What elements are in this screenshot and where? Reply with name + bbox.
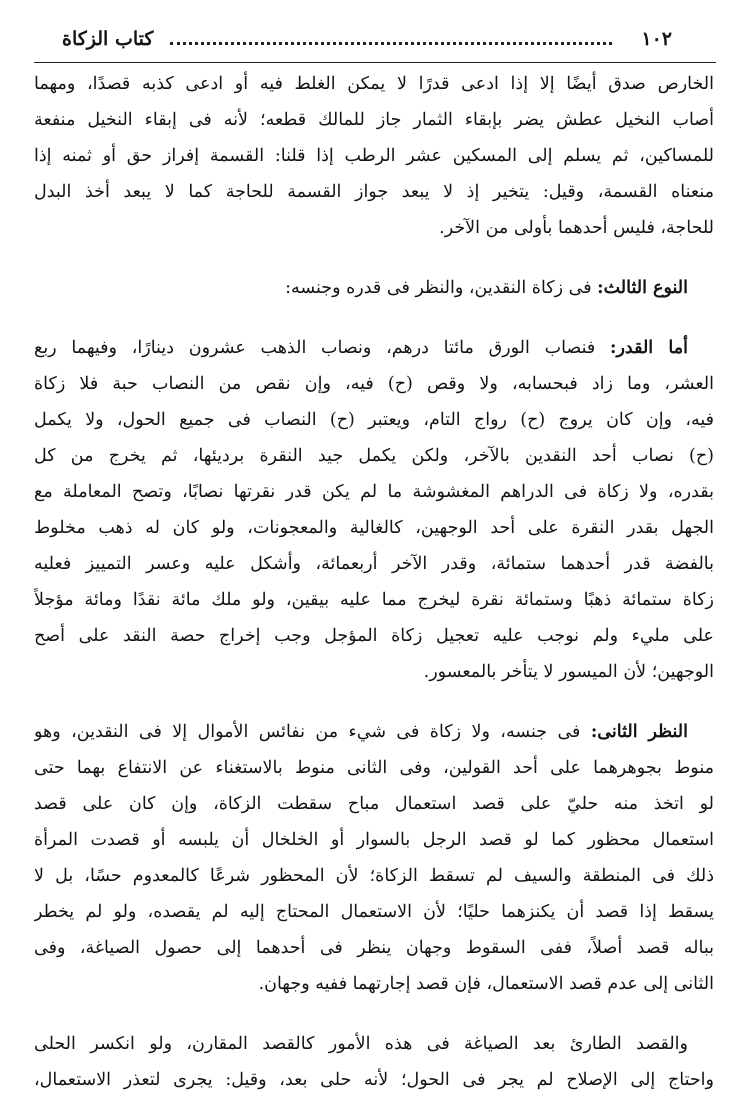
paragraph-gap	[34, 690, 714, 714]
paragraph-gap	[34, 246, 714, 270]
body-text	[34, 66, 714, 1098]
text-line: الثانى إلى عدم قصد الاستعمال، فإن قصد إجارتهما ففيه وجهان.	[258, 974, 714, 994]
page-header	[62, 22, 672, 56]
text-line: بالفضة قدر أحدهما ستمائة، وقدر الآخر أربعمائة، وأشكل عليه وعسر التمييز فعليه	[34, 554, 714, 574]
text-line	[34, 714, 714, 750]
text-line: واحتاج إلى الإصلاح لم يجر فى الحول؛ لأنه حلى بعد، وقيل: يجرى لتعذر الاستعمال،	[34, 1070, 714, 1090]
text-line: الجهل بقدر النقرة على أحد الوجهين، كالغالية والمعجونات، ولو كان له ذهب مخلوط	[34, 518, 714, 538]
text-line: لو اتخذ منه حليّ على قصد استعمال مباح سقطت الزكاة، وإن كان على قصد	[34, 794, 714, 814]
header-rule	[34, 62, 716, 63]
text-line: والقصد الطارئ بعد الصياغة فى هذه الأمور كالقصد المقارن، ولو انكسر الحلى	[34, 1034, 688, 1054]
text-line: منعناه القسمة، وقيل: يتخير إذ لا يبعد جواز القسمة للحاجة كما لا يبعد أخذ البدل	[34, 182, 714, 202]
running-title: كتاب الزكاة	[62, 28, 154, 50]
text-line: بقدره، ولا زكاة فى الدراهم المغشوشة ما لم يكن قدر نقرتها نصابًا، وتصح المعاملة مع	[34, 482, 714, 502]
section-heading: النظر الثانى:	[590, 722, 688, 742]
paragraph	[34, 66, 714, 246]
text-line: الخارص صدق أيضًا إلا إذا ادعى قدرًا لا يمكن الغلط فيه أو ادعى كذبه قصدًا، ومهما	[34, 74, 714, 94]
text-line: للمساكين، ثم يسلم إلى المسكين عشر الرطب إذا قلنا: القسمة إفراز حق أو ثمنه إذا	[34, 146, 714, 166]
text-line: العشر، وما زاد فبحسابه، ولا وقص (ح) فيه، وإن نقص من النصاب حبة فلا زكاة	[34, 374, 714, 394]
text-line: أصاب النخيل عطش يضر بإبقاء الثمار جاز للمالك قطعه؛ لأنه فى إبقاء النخيل منفعة	[34, 110, 714, 130]
text-line	[34, 270, 714, 306]
header-dotted-leader	[170, 42, 612, 45]
text-line: بباله قصد أصلاً، ففى السقوط وجهان ينظر فى أحدهما إلى حصول الصياغة، وفى	[34, 938, 714, 958]
paragraph	[34, 714, 714, 1002]
text-line: (ح) نصاب أحد النقدين بالآخر، ولكن يكمل جيد النقرة برديئها، ثم يخرج من كل	[34, 446, 714, 466]
text-line: للحاجة، فليس أحدهما بأولى من الآخر.	[439, 218, 714, 238]
paragraph-gap	[34, 1002, 714, 1026]
heading-continuation: فى زكاة النقدين، والنظر فى قدره وجنسه:	[285, 278, 598, 298]
text-line: الوجهين؛ لأن الميسور لا يتأخر بالمعسور.	[423, 662, 714, 682]
text-line	[34, 330, 714, 366]
paragraph	[34, 1026, 714, 1098]
heading-continuation: فى جنسه، ولا زكاة فى شيء من نفائس الأموال إلا فى النقدين، وهو	[34, 722, 591, 742]
text-line: استعمال محظور كما لو قصد الرجل بالسوار أو الخلخال أن يلبسه أو قصدت المرأة	[34, 830, 714, 850]
text-line: منوط بجوهرهما على أحد القولين، وفى الثانى منوط بالاستغناء عن الانتفاع بهما حتى	[34, 758, 714, 778]
paragraph	[34, 330, 714, 690]
text-line: فيه، وإن كان يروج (ح) رواج التام، ويعتبر (ح) النصاب فى جميع الحول، ولا يكمل	[34, 410, 714, 430]
text-line: على مليء ولم نوجب عليه تعجيل زكاة المؤجل وجب إخراج حصة النقد على أصح	[34, 626, 714, 646]
text-line: يسقط إذا قصد أن يكنزهما حليًا؛ لأن الاستعمال المحتاج إليه لم يقصده، ولو لم يخطر	[34, 902, 714, 922]
text-line: ذلك فى المنطقة والسيف لم تسقط الزكاة؛ لأن المحظور شرعًا كالمعدوم حسًا، بل لا	[34, 866, 714, 886]
page-number: ١٠٢	[641, 28, 672, 50]
section-heading-paragraph	[34, 270, 714, 306]
heading-continuation: فنصاب الورق مائتا درهم، ونصاب الذهب عشرون دينارًا، وفيهما ربع	[34, 338, 610, 358]
text-line: زكاة ستمائة ذهبًا وستمائة نقرة ليخرج مما عليه بيقين، ولو ملك مائة نقدًا ومائة مؤجلاً	[34, 590, 714, 610]
section-heading: النوع الثالث:	[597, 278, 688, 298]
paragraph-gap	[34, 306, 714, 330]
section-heading: أما القدر:	[610, 338, 688, 358]
